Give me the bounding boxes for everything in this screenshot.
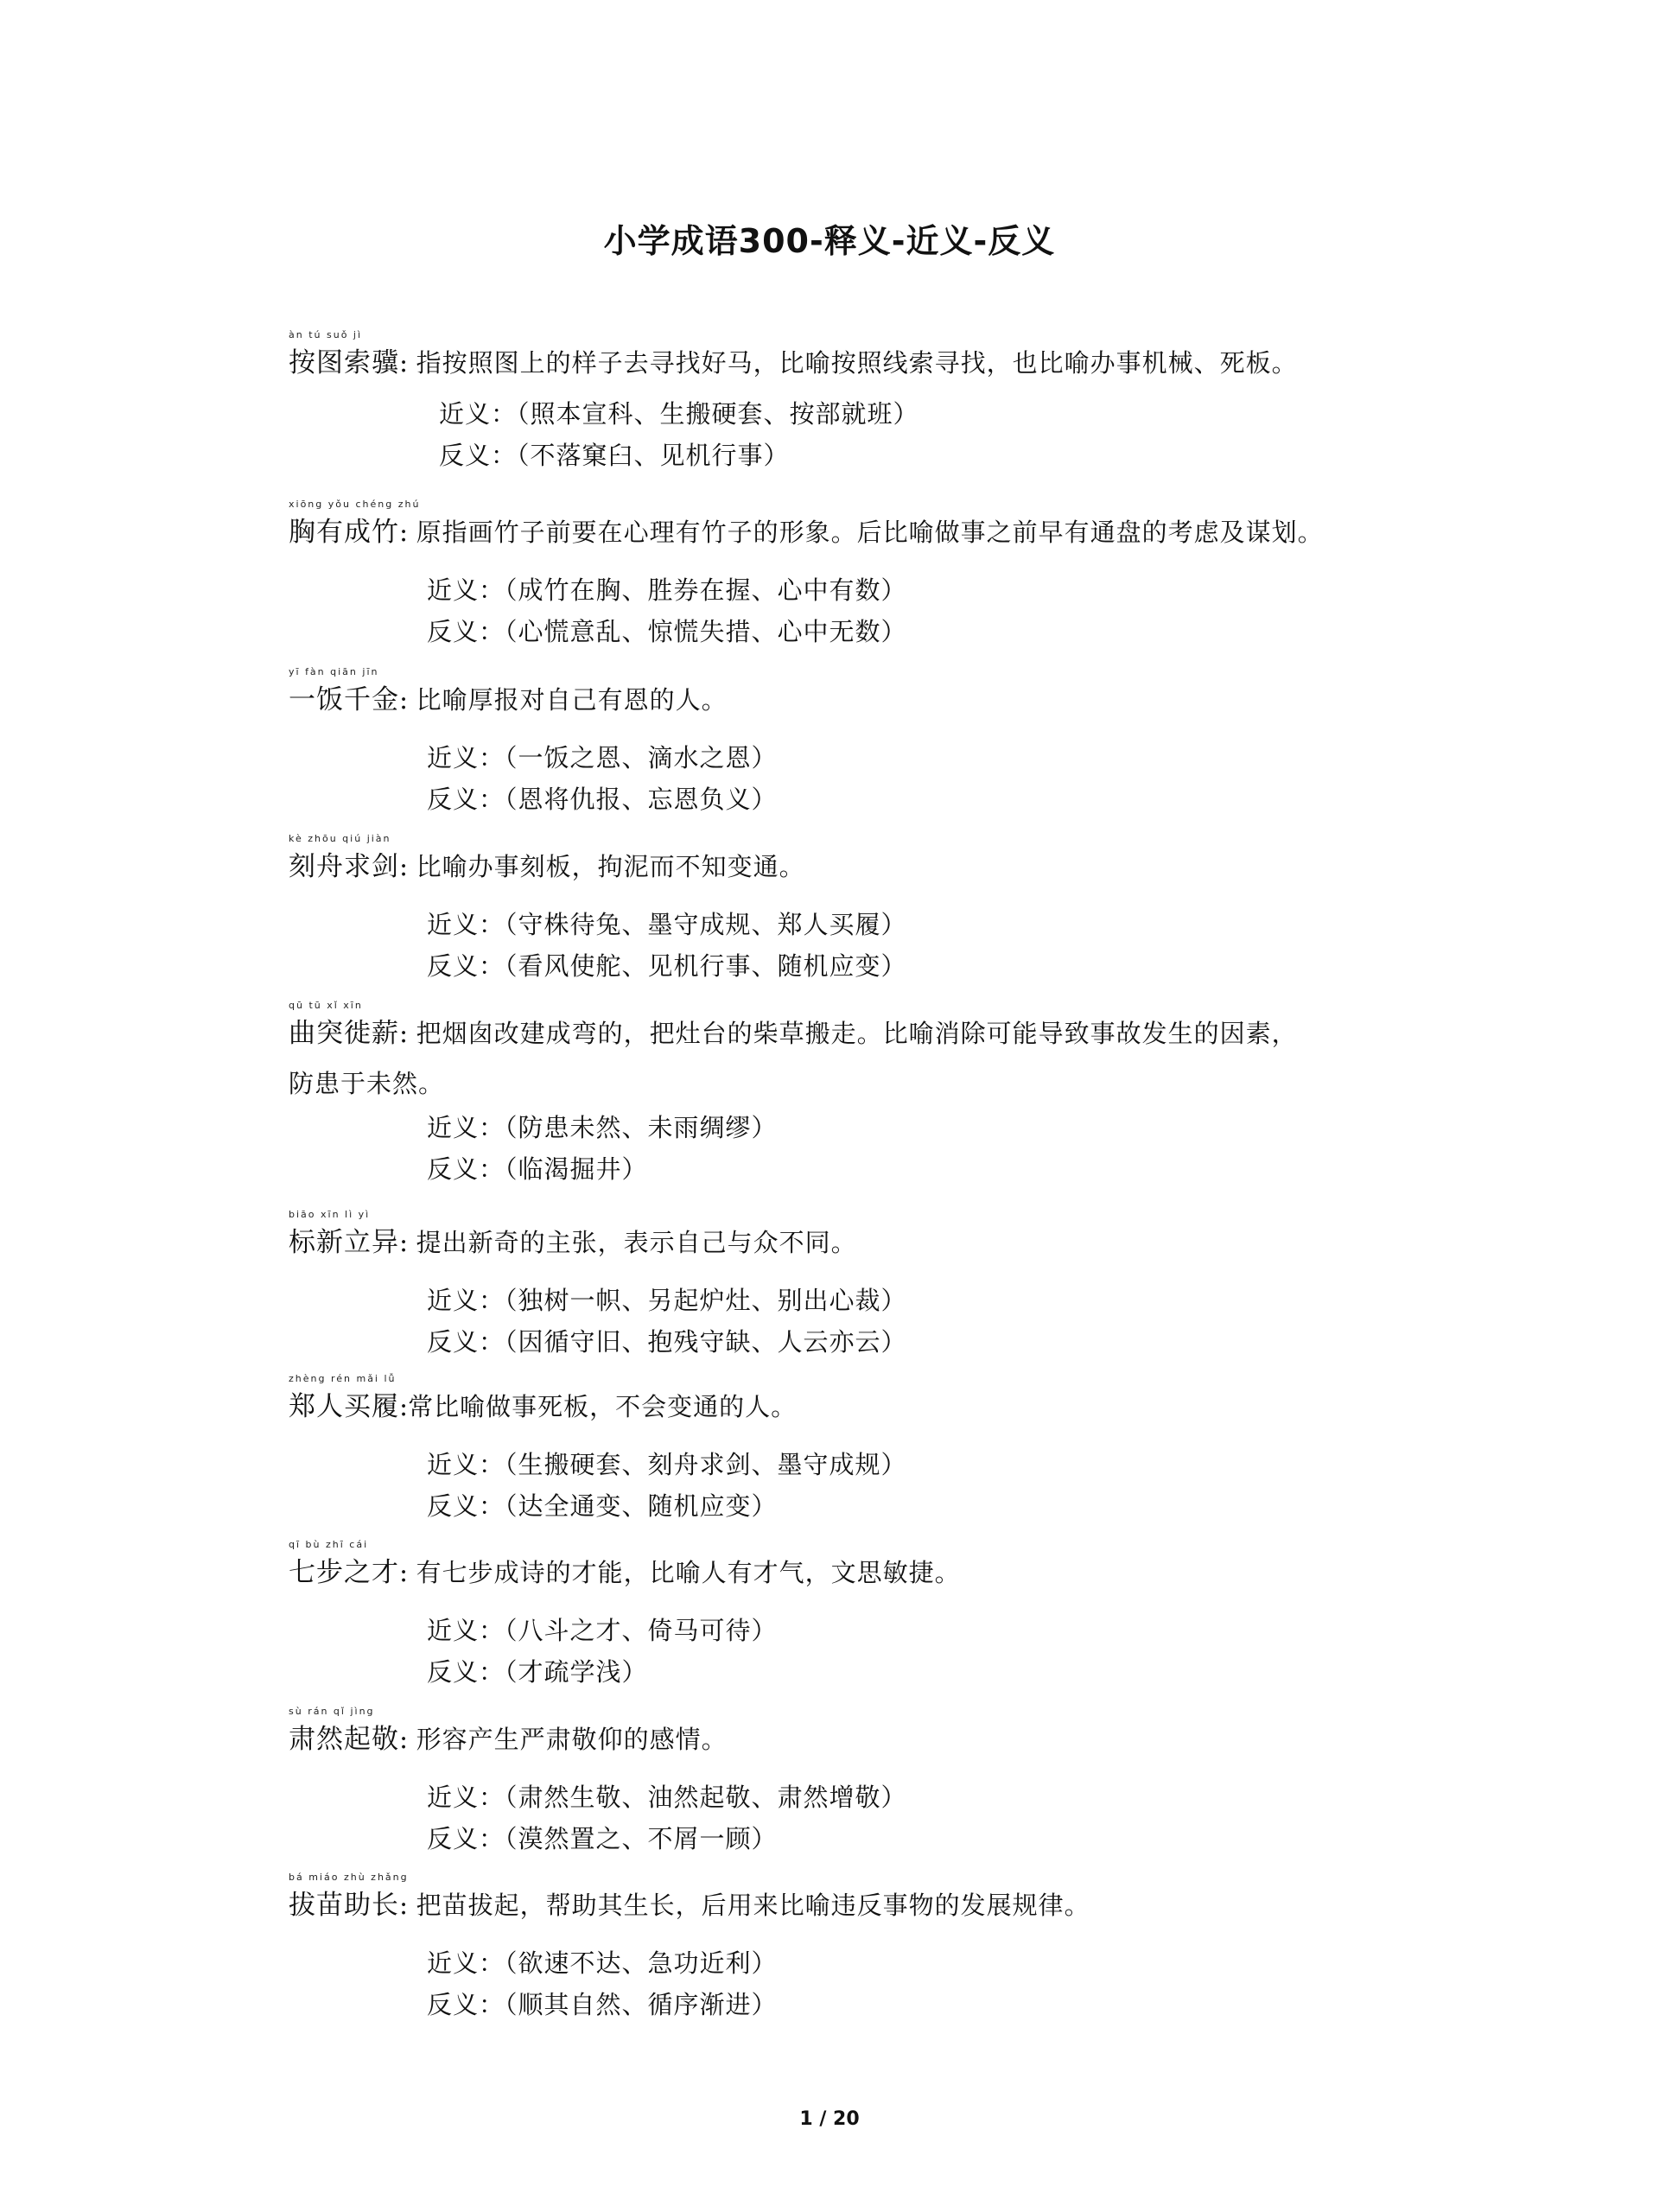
idiom-definition: 提出新奇的主张，表示自己与众不同。 xyxy=(416,1228,857,1257)
colon: : xyxy=(399,348,409,378)
idiom-pinyin: bá miáo zhù zhǎng xyxy=(289,1872,409,1883)
near-synonyms xyxy=(289,904,1412,945)
idiom-term: 曲突徙薪 xyxy=(289,1018,399,1049)
idiom-term: 肃然起敬 xyxy=(289,1724,399,1755)
entry-head xyxy=(289,1706,1412,1761)
colon: : xyxy=(399,1392,409,1422)
near-synonyms xyxy=(289,569,1412,611)
idiom-term: 拔苗助长 xyxy=(289,1890,399,1921)
anti-value: （不落窠臼、见机行事） xyxy=(517,441,790,470)
near-synonyms xyxy=(289,1942,1412,1984)
idiom-definition: 比喻办事刻板，拘泥而不知变通。 xyxy=(416,852,805,881)
near-synonyms xyxy=(289,1280,1412,1321)
page-number: 1 / 20 xyxy=(799,2108,860,2130)
antonyms xyxy=(289,1818,1412,1859)
idiom-entry xyxy=(289,1000,1412,1190)
anti-value: （恩将仇报、忘恩负义） xyxy=(505,785,778,814)
antonyms xyxy=(289,779,1412,820)
antonyms xyxy=(289,945,1412,987)
idiom-definition: 把苗拔起，帮助其生长，后用来比喻违反事物的发展规律。 xyxy=(416,1891,1090,1920)
near-label: 近义： xyxy=(427,1616,505,1645)
anti-value: （才疏学浅） xyxy=(505,1657,648,1687)
entry-head xyxy=(289,833,1412,888)
entry-head xyxy=(289,1209,1412,1264)
near-value: （八斗之才、倚马可待） xyxy=(505,1616,778,1645)
near-label: 近义： xyxy=(427,910,505,939)
entry-head xyxy=(289,329,1412,385)
idiom-entry xyxy=(289,1872,1412,2025)
near-value: （防患未然、未雨绸缪） xyxy=(505,1113,778,1142)
near-synonyms xyxy=(289,1444,1412,1485)
near-synonyms xyxy=(289,1107,1412,1148)
near-value: （肃然生敬、油然起敬、肃然增敬） xyxy=(505,1783,907,1812)
entry-head xyxy=(289,666,1412,721)
antonyms xyxy=(289,1485,1412,1527)
page-title: 小学成语300-释义-近义-反义 xyxy=(603,222,1056,260)
anti-label: 反义： xyxy=(427,1824,505,1853)
colon: : xyxy=(399,685,409,715)
near-value: （一饭之恩、滴水之恩） xyxy=(505,743,778,772)
idiom-entry xyxy=(289,1706,1412,1859)
idiom-term: 标新立异 xyxy=(289,1227,399,1258)
antonyms xyxy=(289,611,1412,652)
near-value: （守株待兔、墨守成规、郑人买履） xyxy=(505,910,907,939)
colon: : xyxy=(399,1019,409,1049)
anti-value: （因循守旧、抱残守缺、人云亦云） xyxy=(505,1327,907,1357)
anti-label: 反义： xyxy=(427,1491,505,1521)
idiom-term: 七步之才 xyxy=(289,1557,399,1588)
near-label: 近义： xyxy=(427,1286,505,1315)
anti-value: （漠然置之、不屑一顾） xyxy=(505,1824,778,1853)
idiom-entry xyxy=(289,1209,1412,1363)
idiom-entry xyxy=(289,833,1412,987)
entry-head xyxy=(289,1373,1412,1428)
colon: : xyxy=(399,1725,409,1755)
idiom-definition: 有七步成诗的才能，比喻人有才气，文思敏捷。 xyxy=(416,1558,961,1587)
near-label: 近义： xyxy=(427,1113,505,1142)
entry-head xyxy=(289,1872,1412,1927)
idiom-definition: 原指画竹子前要在心理有竹子的形象。后比喻做事之前早有通盘的考虑及谋划。 xyxy=(416,518,1324,547)
idiom-pinyin: xiōng yǒu chéng zhú xyxy=(289,499,421,510)
near-label: 近义： xyxy=(427,1783,505,1812)
idiom-entry xyxy=(289,666,1412,820)
anti-value: （看风使舵、见机行事、随机应变） xyxy=(505,951,907,981)
near-synonyms xyxy=(289,737,1412,779)
antonyms xyxy=(301,435,1412,476)
near-synonyms xyxy=(301,393,1412,435)
near-label: 近义： xyxy=(439,399,518,429)
entry-head xyxy=(289,1000,1412,1055)
idiom-term: 按图索骥 xyxy=(289,347,399,378)
idiom-pinyin: qū tū xǐ xīn xyxy=(289,1000,363,1011)
anti-label: 反义： xyxy=(427,1990,505,2019)
colon: : xyxy=(399,1558,409,1588)
near-value: （照本宣科、生搬硬套、按部就班） xyxy=(517,399,919,429)
idiom-term: 郑人买履 xyxy=(289,1391,399,1422)
idiom-term: 一饭千金 xyxy=(289,684,399,715)
anti-label: 反义： xyxy=(439,441,518,470)
idiom-definition: 常比喻做事死板，不会变通的人。 xyxy=(408,1392,798,1421)
idiom-term: 刻舟求剑 xyxy=(289,851,399,882)
near-label: 近义： xyxy=(427,743,505,772)
colon: : xyxy=(399,1891,409,1921)
near-label: 近义： xyxy=(427,1948,505,1978)
idiom-pinyin: kè zhōu qiú jiàn xyxy=(289,833,391,844)
anti-value: （心慌意乱、惊慌失措、心中无数） xyxy=(505,617,907,646)
anti-label: 反义： xyxy=(427,1154,505,1184)
idiom-term: 胸有成竹 xyxy=(289,517,399,548)
anti-value: （达全通变、随机应变） xyxy=(505,1491,778,1521)
anti-label: 反义： xyxy=(427,785,505,814)
near-synonyms xyxy=(289,1777,1412,1818)
near-label: 近义： xyxy=(427,575,505,605)
idiom-definition: 形容产生严肃敬仰的感情。 xyxy=(416,1725,728,1754)
anti-label: 反义： xyxy=(427,1657,505,1687)
anti-label: 反义： xyxy=(427,617,505,646)
antonyms xyxy=(289,1651,1412,1693)
idiom-pinyin: zhèng rén mǎi lǚ xyxy=(289,1373,397,1384)
anti-value: （顺其自然、循序渐进） xyxy=(505,1990,778,2019)
colon: : xyxy=(399,852,409,882)
antonyms xyxy=(289,1984,1412,2025)
idiom-definition: 指按照图上的样子去寻找好马，比喻按照线索寻找，也比喻办事机械、死板。 xyxy=(416,348,1298,378)
near-value: （生搬硬套、刻舟求剑、墨守成规） xyxy=(505,1450,907,1479)
idiom-pinyin: àn tú suǒ jì xyxy=(289,329,363,340)
near-value: （欲速不达、急功近利） xyxy=(505,1948,778,1978)
entry-head xyxy=(289,499,1412,554)
anti-value: （临渴掘井） xyxy=(505,1154,648,1184)
idiom-entry xyxy=(289,1373,1412,1527)
anti-label: 反义： xyxy=(427,951,505,981)
colon: : xyxy=(399,1228,409,1258)
idiom-definition: 把烟囱改建成弯的，把灶台的柴草搬走。比喻消除可能导致事故发生的因素， xyxy=(416,1019,1298,1048)
anti-label: 反义： xyxy=(427,1327,505,1357)
idiom-pinyin: yī fàn qiān jīn xyxy=(289,666,379,677)
idiom-pinyin: sù rán qǐ jìng xyxy=(289,1706,375,1717)
idiom-pinyin: qī bù zhī cái xyxy=(289,1539,369,1550)
idiom-definition: 比喻厚报对自己有恩的人。 xyxy=(416,685,728,715)
entry-head xyxy=(289,1539,1412,1594)
idiom-definition-continued: 防患于未然。 xyxy=(289,1069,445,1098)
antonyms xyxy=(289,1148,1412,1190)
idiom-entry xyxy=(289,499,1412,652)
near-value: （独树一帜、另起炉灶、别出心裁） xyxy=(505,1286,907,1315)
idiom-entry xyxy=(289,1539,1412,1693)
colon: : xyxy=(399,518,409,548)
near-value: （成竹在胸、胜券在握、心中有数） xyxy=(505,575,907,605)
idiom-entry xyxy=(289,329,1412,476)
antonyms xyxy=(289,1321,1412,1363)
near-label: 近义： xyxy=(427,1450,505,1479)
near-synonyms xyxy=(289,1610,1412,1651)
idiom-pinyin: biāo xīn lì yì xyxy=(289,1209,371,1220)
